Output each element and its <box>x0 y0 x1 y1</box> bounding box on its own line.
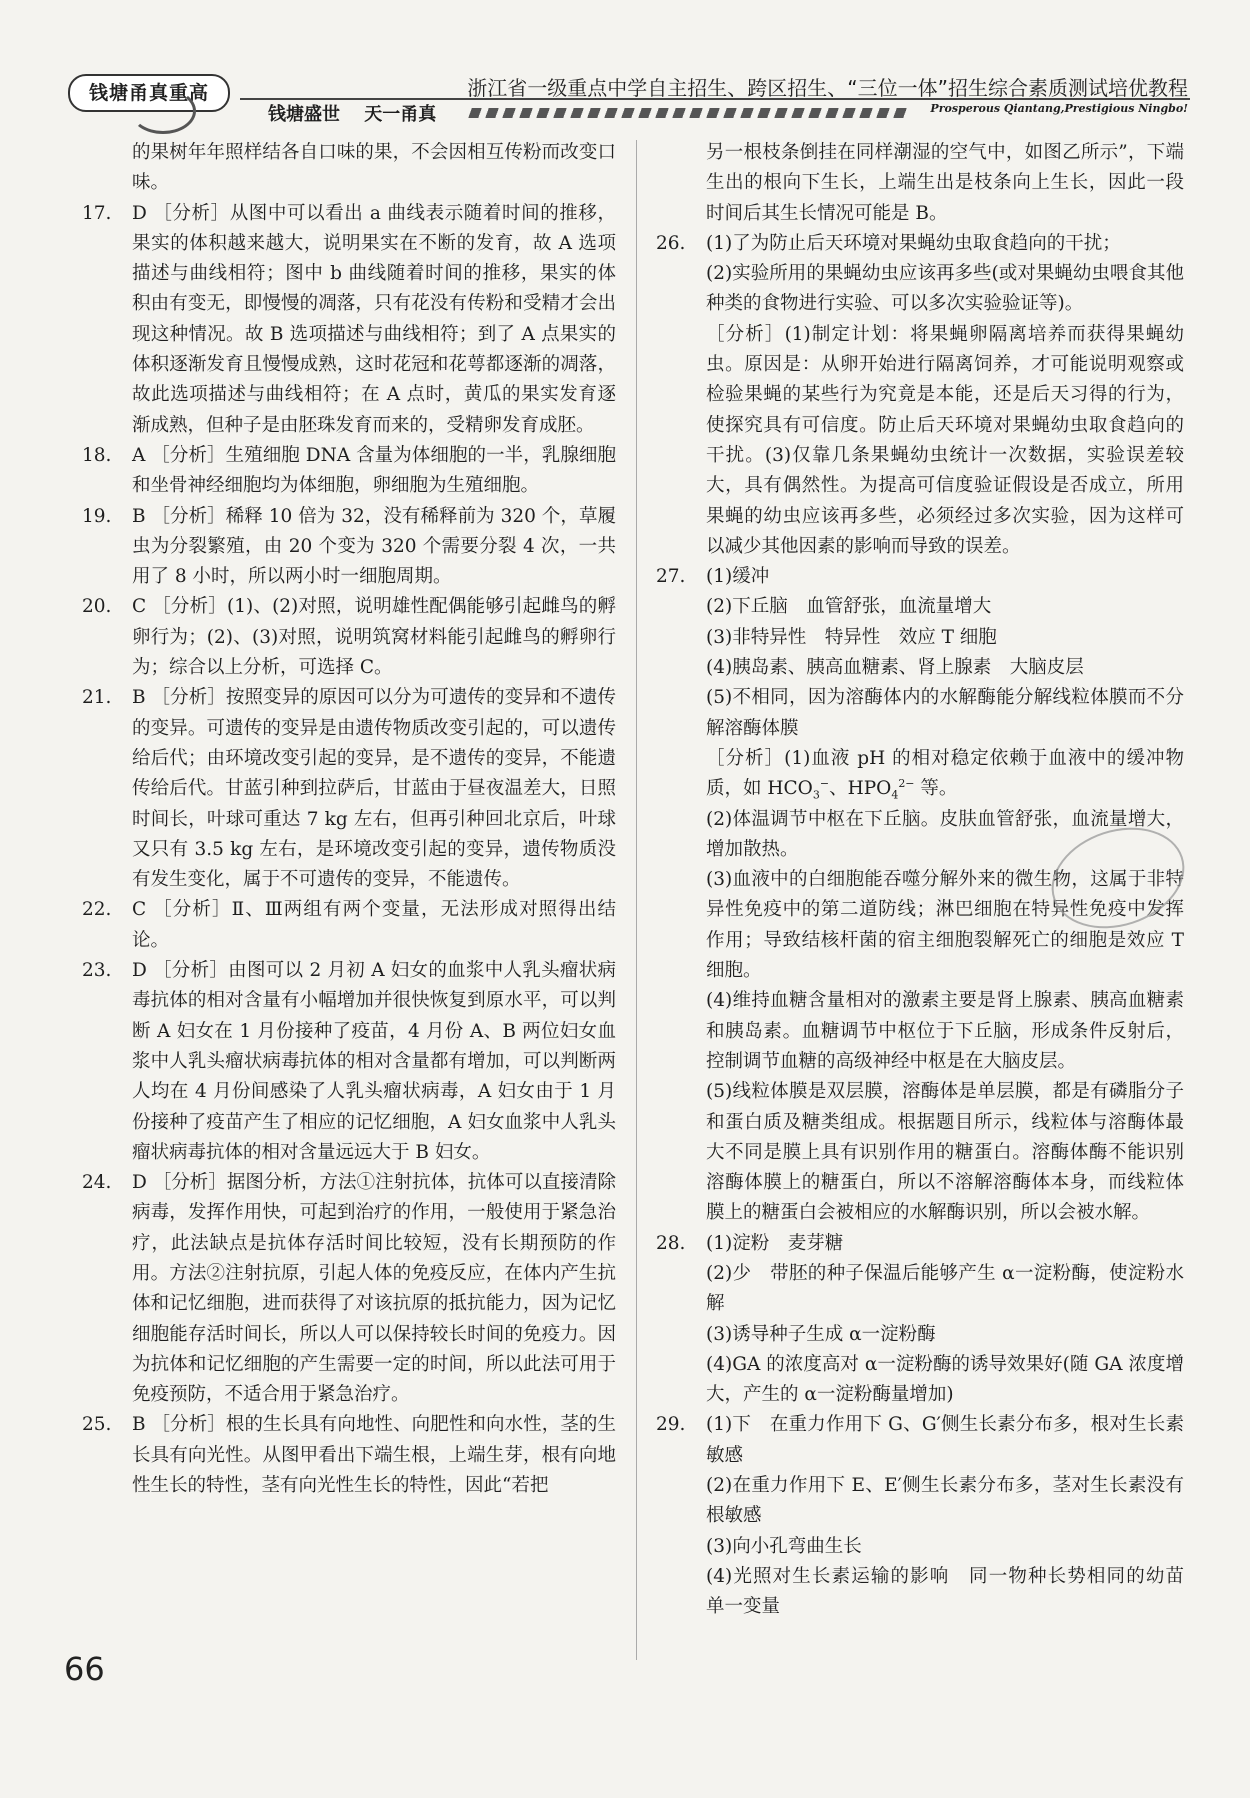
brand-logo: 钱塘甬真重高 <box>68 74 230 112</box>
analysis-text: 等。 <box>914 778 958 800</box>
book-title: 浙江省一级重点中学自主招生、跨区招生、“三位一体”招生综合素质测试培优教程 <box>467 76 1188 100</box>
answer-text: B ［分析］根的生长具有向地性、向肥性和向水性，茎的生长具有向光性。从图甲看出下端生根，上端生芽，根有向地性生长的特性，茎有向光性生长的特性，因此“若把 <box>132 1414 616 1497</box>
left-column <box>82 138 616 1501</box>
answer-17 <box>82 199 616 441</box>
answer-27-analysis-2: (2)体温调节中枢在下丘脑。皮肤血管舒张，血流量增大，增加散热。 <box>706 808 1184 860</box>
answer-text: B ［分析］按照变异的原因可以分为可遗传的变异和不遗传的变异。可遗传的变异是由遗传物质改变引起的，可以遗传给后代；由环境改变引起的变异，是不遗传的变异，不能遗传给后代。甘蓝引种到拉萨后，甘蓝由于昼夜温差大，日照时间长，叶球可重达 7 kg 左右，但再引种回北京后，叶球又只有 3.5 kg 左右，是环境改变引起的变异，遗传物质没有发生变化，属于不可遗传的变异，不能遗传。 <box>132 687 616 891</box>
answer-28-line-3: (3)诱导种子生成 α一淀粉酶 <box>706 1323 936 1345</box>
answer-number: 19. <box>82 505 112 527</box>
analysis-text: ［分析］(1)血液 pH 的相对稳定依赖于血液中的缓冲物质，如 HCO <box>706 747 1184 800</box>
answer-29 <box>656 1410 1184 1471</box>
slogan <box>268 100 454 126</box>
answer-27-line-5: (5)不相同，因为溶酶体内的水解酶能分解线粒体膜而不分解溶酶体膜 <box>706 687 1184 739</box>
answer-number: 28. <box>656 1232 686 1254</box>
answer-number: 26. <box>656 232 686 254</box>
answer-21 <box>82 683 616 895</box>
slogan-part-a: 钱塘盛世 <box>268 104 340 125</box>
answer-text: B ［分析］稀释 10 倍为 32，没有稀释前为 320 个，草履虫为分裂繁殖，由 20 个变为 320 个需要分裂 4 次，一共用了 8 小时，所以两小时一细胞周期。 <box>132 505 616 588</box>
page-header <box>0 0 1250 125</box>
logo-arc-decoration <box>130 88 196 134</box>
answer-29-line-4: (4)光照对生长素运输的影响 同一物种长势相同的幼苗 单一变量 <box>706 1565 1203 1618</box>
answer-27-analysis-5: (5)线粒体膜是双层膜，溶酶体是单层膜，都是有磷脂分子和蛋白质及糖类组成。根据题目所示，线粒体与溶酶体最大不同是膜上具有识别作用的糖蛋白。溶酶体酶不能识别溶酶体膜上的糖蛋白，所以不溶解溶酶体本身，而线粒体膜上的糖蛋白会被相应的水解酶识别，所以会被水解。 <box>706 1081 1184 1224</box>
subscript: 3 <box>812 788 820 802</box>
answer-line: (1)了为防止后天环境对果蝇幼虫取食趋向的干扰； <box>706 232 1121 254</box>
answer-text: C ［分析］Ⅱ、Ⅲ两组有两个变量，无法形成对照得出结论。 <box>132 899 616 951</box>
answer-text: D ［分析］据图分析，方法①注射抗体，抗体可以直接清除病毒，发挥作用快，可起到治疗的作用，一般使用于紧急治疗，此法缺点是抗体存活时间比较短，没有长期预防的作用。方法②注射抗原，引起人体的免疫反应，在体内产生抗体和记忆细胞，进而获得了对该抗原的抵抗能力，因为记忆细胞能存活时间长，所以人可以保持较长时间的免疫力。因为抗体和记忆细胞的产生需要一定的时间，所以此法可用于免疫预防，不适合用于紧急治疗。 <box>132 1172 616 1406</box>
answer-number: 21. <box>82 687 112 709</box>
answer-29-line-2: (2)在重力作用下 E、E′侧生长素分布多，茎对生长素没有根敏感 <box>706 1475 1184 1527</box>
answer-text: C ［分析］(1)、(2)对照，说明雄性配偶能够引起雌鸟的孵卵行为；(2)、(3)对照，说明筑窝材料能引起雌鸟的孵卵行为；综合以上分析，可选择 C。 <box>132 596 616 679</box>
answer-20 <box>82 592 616 683</box>
answer-number: 27. <box>656 566 686 588</box>
answer-line: (1)缓冲 <box>706 566 770 588</box>
answer-27-line-3: (3)非特异性 特异性 效应 T 细胞 <box>706 626 997 648</box>
superscript: − <box>819 777 830 791</box>
answer-27-analysis-3: (3)血液中的白细胞能吞噬分解外来的微生物，这属于非特异性免疫中的第二道防线；淋巴细胞在特异性免疫中发挥作用；导致结核杆菌的宿主细胞裂解死亡的细胞是效应 T 细胞。 <box>706 869 1184 982</box>
page-number: 66 <box>64 1650 105 1688</box>
answer-26-line-2: (2)实验所用的果蝇幼虫应该再多些(或对果蝇幼虫喂食其他种类的食物进行实验、可以多次实验验证等)。 <box>706 263 1184 315</box>
subscript: 4 <box>891 788 899 802</box>
answer-number: 20. <box>82 596 112 618</box>
dash-decoration <box>468 108 912 118</box>
answer-number: 22. <box>82 899 112 921</box>
answer-27 <box>656 562 1184 592</box>
answer-line: (1)淀粉 麦芽糖 <box>706 1232 844 1254</box>
answer-23 <box>82 956 616 1168</box>
column-divider <box>636 140 637 1660</box>
answer-text: D ［分析］从图中可以看出 a 曲线表示随着时间的推移，果实的体积越来越大，说明果实在不断的发育，故 A 选项描述与曲线相符；图中 b 曲线随着时间的推移，果实的体积由有变无，即慢慢的凋落，只有花没有传粉和受精才会出现这种情况。故 B 选项描述与曲线相符；到了 A 点果实的体积逐渐发育且慢慢成熟，这时花冠和花萼都逐渐的凋落，故此选项描述与曲线相符；在 A 点时，黄瓜的果实发育逐渐成熟，但种子是由胚珠发育而来的，受精卵发育成胚。 <box>132 202 616 436</box>
header-motto: Prosperous Qiantang,Prestigious Ningbo! <box>930 102 1188 115</box>
answer-26-analysis: ［分析］(1)制定计划：将果蝇卵隔离培养而获得果蝇幼虫。原因是：从卵开始进行隔离饲养，才可能说明观察或检验果蝇的某些行为究竟是本能，还是后天习得的行为，使探究具有可信度。防止后天环境对果蝇幼虫取食趋向的干扰。(3)仅靠几条果蝇幼虫统计一次数据，实验误差较大，具有偶然性。为提高可信度验证假设是否成立，所用果蝇的幼虫应该再多些，必须经过多次实验，因为这样可以减少其他因素的影响而导致的误差。 <box>706 323 1184 557</box>
superscript: 2− <box>898 777 915 791</box>
answer-28-line-2: (2)少 带胚的种子保温后能够产生 α一淀粉酶，使淀粉水解 <box>706 1262 1184 1315</box>
answer-text: A ［分析］生殖细胞 DNA 含量为体细胞的一半，乳腺细胞和坐骨神经细胞均为体细胞，卵细胞为生殖细胞。 <box>132 444 616 497</box>
answer-24 <box>82 1168 616 1410</box>
answer-26 <box>656 229 1184 259</box>
answer-28-line-4: (4)GA 的浓度高对 α一淀粉酶的诱导效果好(随 GA 浓度增大，产生的 α一淀粉酶量增加) <box>706 1353 1184 1406</box>
answer-25-continuation: 另一根枝条倒挂在同样潮湿的空气中，如图乙所示”，下端生出的根向下生长，上端生出是枝条向上生长，因此一段时间后其生长情况可能是 B。 <box>706 142 1184 224</box>
answer-28 <box>656 1229 1184 1259</box>
answer-number: 17. <box>82 202 112 224</box>
answer-18 <box>82 441 616 502</box>
answer-number: 24. <box>82 1172 112 1194</box>
answer-text: D ［分析］由图可以 2 月初 A 妇女的血浆中人乳头瘤状病毒抗体的相对含量有小幅增加并很快恢复到原水平，可以判断 A 妇女在 1 月份接种了疫苗，4 月份 A、B 两位妇女血浆中人乳头瘤状病毒抗体的相对含量都有增加，可以判断两人均在 4 月份间感染了人乳头瘤状病毒，A 妇女由于 1 月份接种了疫苗产生了相应的记忆细胞，A 妇女血浆中人乳头瘤状病毒抗体的相对含量远远大于 B 妇女。 <box>132 960 616 1163</box>
answer-number: 18. <box>82 444 112 466</box>
answer-27-analysis-1 <box>656 744 1184 805</box>
answer-27-analysis-4: (4)维持血糖含量相对的激素主要是肾上腺素、胰高血糖素和胰岛素。血糖调节中枢位于下丘脑，形成条件反射后，控制调节血糖的高级神经中枢是在大脑皮层。 <box>706 990 1184 1072</box>
slogan-part-b: 天一甬真 <box>364 104 437 125</box>
answer-number: 25. <box>82 1414 112 1436</box>
answer-number: 29. <box>656 1414 686 1436</box>
analysis-text: 、HPO <box>829 778 892 800</box>
answer-27-line-4: (4)胰岛素、胰高血糖素、肾上腺素 大脑皮层 <box>706 657 1084 679</box>
answer-25 <box>82 1410 616 1501</box>
answer-27-line-2: (2)下丘脑 血管舒张，血流量增大 <box>706 596 992 618</box>
answer-line: (1)下 在重力作用下 G、G′侧生长素分布多，根对生长素敏感 <box>706 1414 1184 1466</box>
answer-22 <box>82 895 616 956</box>
answer-number: 23. <box>82 960 112 982</box>
answer-19 <box>82 502 616 593</box>
answer-16-continuation: 的果树年年照样结各自口味的果，不会因相互传粉而改变口味。 <box>132 142 616 194</box>
answer-29-line-3: (3)向小孔弯曲生长 <box>706 1535 862 1557</box>
